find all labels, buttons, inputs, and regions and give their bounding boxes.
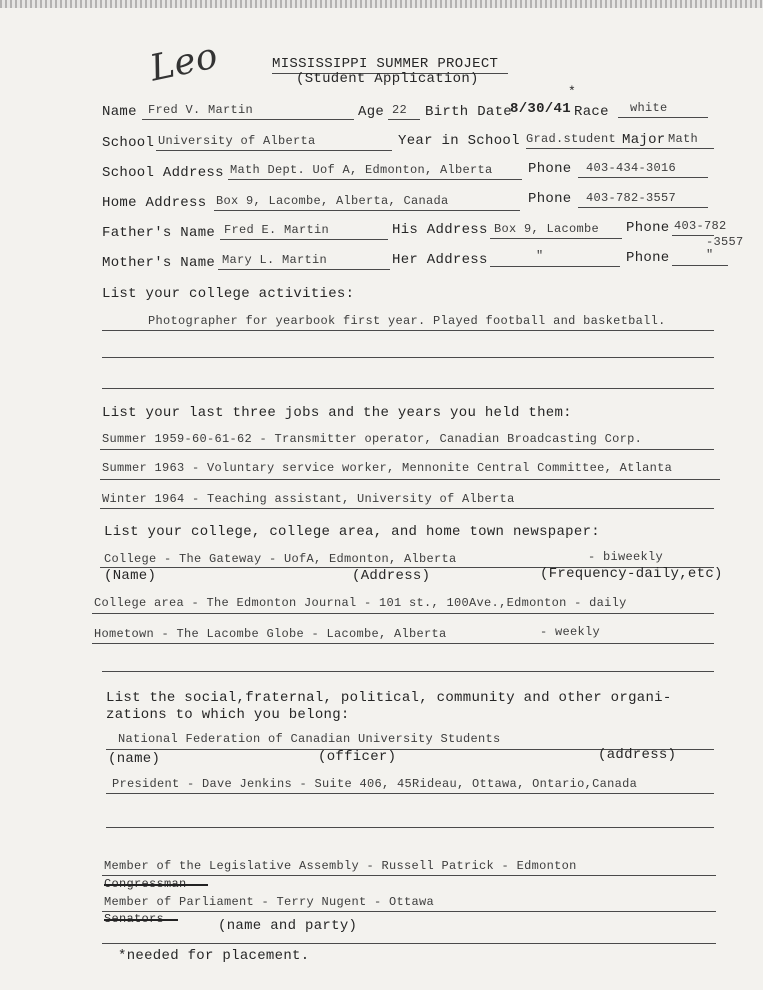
activities-line-3 xyxy=(102,388,714,389)
area-paper-field[interactable]: College area - The Edmonton Journal - 101 st., 100Ave.,Edmonton - daily xyxy=(94,596,627,610)
name-line xyxy=(142,119,354,120)
mother-phone-field[interactable]: " xyxy=(706,248,714,262)
birth-date-label: Birth Date xyxy=(425,104,513,120)
col-frequency-caption: (Frequency-daily,etc) xyxy=(540,566,723,582)
mother-name-label: Mother's Name xyxy=(102,255,216,271)
organization-field[interactable]: National Federation of Canadian University Students xyxy=(118,732,501,746)
major-field[interactable]: Math xyxy=(668,132,699,146)
father-name-label: Father's Name xyxy=(102,225,216,241)
org-officer-caption: (officer) xyxy=(318,749,397,765)
father-phone-field[interactable]: 403-782 xyxy=(674,219,727,233)
asterisk-mark: * xyxy=(568,84,577,99)
his-address-line xyxy=(490,238,622,239)
col-name-caption: (Name) xyxy=(104,568,157,584)
job-line-2 xyxy=(100,479,720,480)
org-address-caption: (address) xyxy=(598,747,677,763)
mother-name-field[interactable]: Mary L. Martin xyxy=(222,253,328,267)
job-line-3 xyxy=(100,508,714,509)
blank-line-2 xyxy=(102,943,716,944)
organizations-label-2: zations to which you belong: xyxy=(106,707,350,723)
home-address-field[interactable]: Box 9, Lacombe, Alberta, Canada xyxy=(216,194,449,208)
mla-field[interactable]: Member of the Legislative Assembly - Russell Patrick - Edmonton xyxy=(104,859,577,873)
scan-edge xyxy=(0,0,763,8)
strike-congressman xyxy=(104,884,208,886)
job-line-1 xyxy=(100,449,714,450)
year-field[interactable]: Grad.student xyxy=(526,132,617,146)
school-address-label: School Address xyxy=(102,165,224,181)
home-phone-line xyxy=(578,207,708,208)
school-label: School xyxy=(102,135,155,151)
age-field[interactable]: 22 xyxy=(392,103,408,117)
job-entry-1[interactable]: Summer 1959-60-61-62 - Transmitter operator, Canadian Broadcasting Corp. xyxy=(102,432,643,446)
name-party-caption: (name and party) xyxy=(218,918,358,934)
her-address-field[interactable]: " xyxy=(536,249,544,263)
activities-line-2 xyxy=(102,357,714,358)
job-entry-2[interactable]: Summer 1963 - Voluntary service worker, Mennonite Central Committee, Atlanta xyxy=(102,461,673,475)
newspaper-blank-line xyxy=(102,671,714,672)
col-address-caption: (Address) xyxy=(352,568,431,584)
activities-field[interactable]: Photographer for yearbook first year. Played football and basketball. xyxy=(148,314,666,328)
form-title: MISSISSIPPI SUMMER PROJECT xyxy=(272,56,499,72)
father-phone-continued: -3557 xyxy=(706,235,744,249)
major-label: Major xyxy=(622,132,666,148)
officer-line xyxy=(106,793,714,794)
strike-senators xyxy=(104,919,178,921)
mp-line xyxy=(102,911,716,912)
activities-line-1 xyxy=(102,330,714,331)
his-address-field[interactable]: Box 9, Lacombe xyxy=(494,222,600,236)
school-phone-field[interactable]: 403-434-3016 xyxy=(586,161,677,175)
hometown-paper-field[interactable]: Hometown - The Lacombe Globe - Lacombe, Alberta xyxy=(94,627,447,641)
father-name-field[interactable]: Fred E. Martin xyxy=(224,223,330,237)
mother-name-line xyxy=(218,269,390,270)
home-address-line xyxy=(214,210,520,211)
mp-field[interactable]: Member of Parliament - Terry Nugent - Ottawa xyxy=(104,895,435,909)
birth-date-field[interactable]: 8/30/41 xyxy=(510,101,571,117)
newspapers-label: List your college, college area, and home town newspaper: xyxy=(104,524,600,540)
form-subtitle: (Student Application) xyxy=(296,71,479,87)
year-major-line xyxy=(526,148,714,149)
age-label: Age xyxy=(358,104,385,120)
her-address-line xyxy=(490,266,620,267)
jobs-label: List your last three jobs and the years you held them: xyxy=(102,405,572,421)
age-line xyxy=(388,119,420,120)
school-line xyxy=(156,150,392,151)
mother-phone-line xyxy=(672,265,728,266)
school-phone-line xyxy=(578,177,708,178)
race-line xyxy=(618,117,708,118)
name-field[interactable]: Fred V. Martin xyxy=(148,103,254,117)
college-paper-field[interactable]: College - The Gateway - UofA, Edmonton, Alberta xyxy=(104,552,457,566)
father-name-line xyxy=(220,239,388,240)
footnote: *needed for placement. xyxy=(118,948,310,964)
race-field[interactable]: white xyxy=(630,101,668,115)
home-address-label: Home Address xyxy=(102,195,207,211)
father-phone-label: Phone xyxy=(626,220,670,236)
hometown-paper-line xyxy=(92,643,714,644)
activities-label: List your college activities: xyxy=(102,286,355,302)
name-label: Name xyxy=(102,104,137,120)
school-field[interactable]: University of Alberta xyxy=(158,134,316,148)
handwritten-mark: Leo xyxy=(146,35,222,90)
home-phone-label: Phone xyxy=(528,191,572,207)
his-address-label: His Address xyxy=(392,222,488,238)
mother-phone-label: Phone xyxy=(626,250,670,266)
home-phone-field[interactable]: 403-782-3557 xyxy=(586,191,677,205)
org-name-caption: (name) xyxy=(108,751,161,767)
school-address-line xyxy=(228,179,522,180)
organizations-label-1: List the social,fraternal, political, community and other organi- xyxy=(106,690,672,706)
hometown-paper-frequency[interactable]: - weekly xyxy=(540,625,601,639)
college-paper-frequency[interactable]: - biweekly xyxy=(588,550,664,564)
blank-line-1 xyxy=(106,827,714,828)
mla-line xyxy=(102,875,716,876)
area-paper-line xyxy=(92,613,714,614)
her-address-label: Her Address xyxy=(392,252,488,268)
race-label: Race xyxy=(574,104,609,120)
year-label: Year in School xyxy=(398,133,520,149)
officer-field[interactable]: President - Dave Jenkins - Suite 406, 45Rideau, Ottawa, Ontario,Canada xyxy=(112,777,638,791)
school-phone-label: Phone xyxy=(528,161,572,177)
job-entry-3[interactable]: Winter 1964 - Teaching assistant, University of Alberta xyxy=(102,492,515,506)
school-address-field[interactable]: Math Dept. Uof A, Edmonton, Alberta xyxy=(230,163,493,177)
